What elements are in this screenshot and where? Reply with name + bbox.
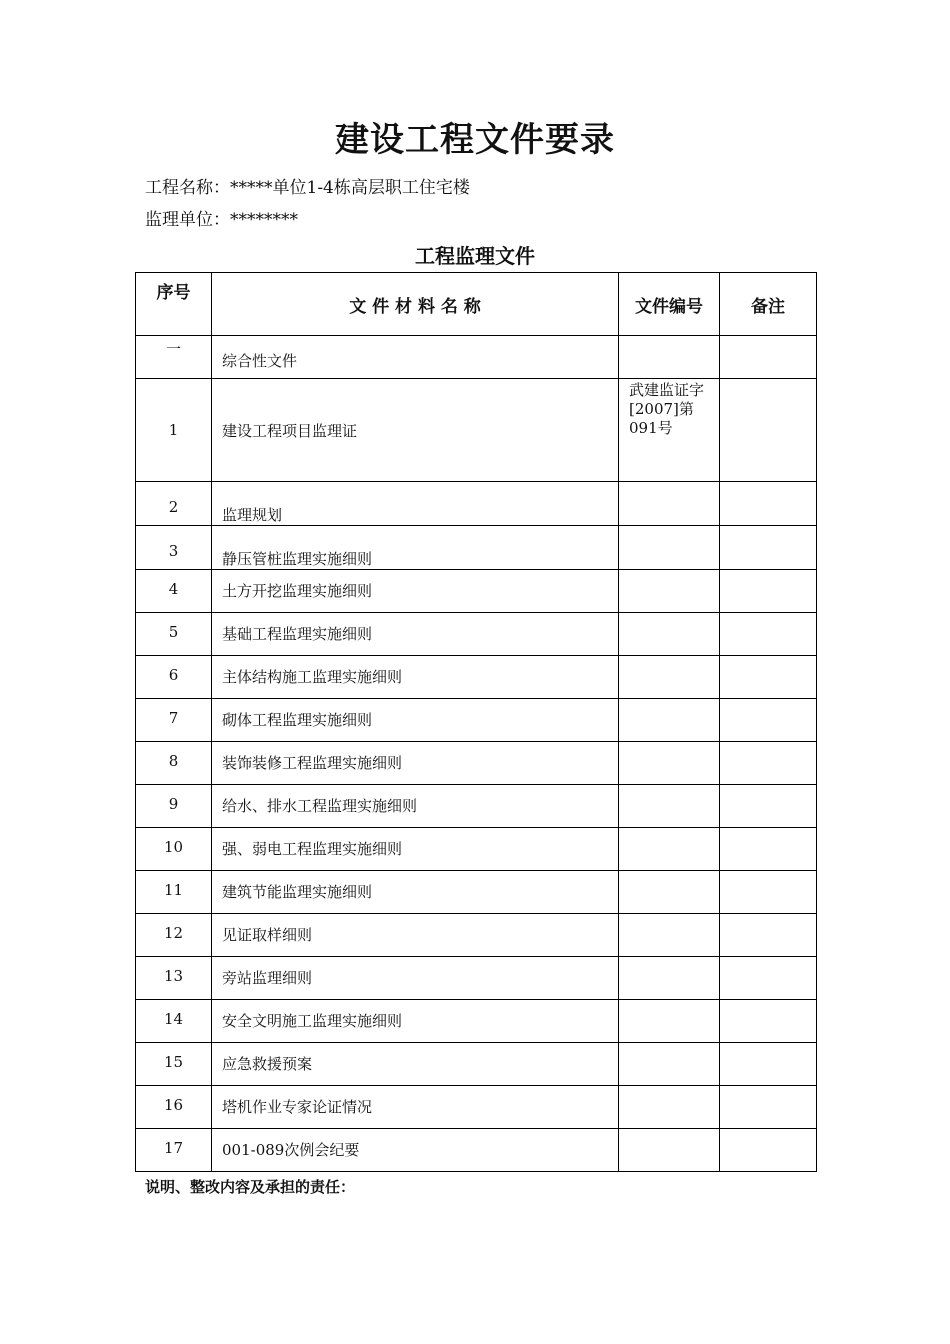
row-no: 6 [136,656,212,699]
row-name: 强、弱电工程监理实施细则 [212,828,619,871]
row-code [619,785,720,828]
header-remark: 备注 [720,273,817,336]
row-name: 旁站监理细则 [212,957,619,1000]
row-no: 11 [136,871,212,914]
row-remark [720,570,817,613]
row-name: 装饰装修工程监理实施细则 [212,742,619,785]
table-row [136,742,817,785]
table-row [136,526,817,570]
row-remark [720,482,817,526]
row-name: 塔机作业专家论证情况 [212,1086,619,1129]
row-name: 建设工程项目监理证 [212,379,619,482]
file-table [135,272,817,1172]
header-code: 文件编号 [619,273,720,336]
row-code [619,526,720,570]
row-remark [720,336,817,379]
project-name-line [145,173,470,198]
row-code [619,1086,720,1129]
table-row [136,1129,817,1172]
row-code [619,742,720,785]
row-remark [720,914,817,957]
row-name: 静压管桩监理实施细则 [212,526,619,570]
table-row [136,871,817,914]
row-no: 9 [136,785,212,828]
row-remark [720,613,817,656]
row-no: 17 [136,1129,212,1172]
row-no: 12 [136,914,212,957]
supervisor-line [145,205,298,230]
row-no: 5 [136,613,212,656]
row-name: 建筑节能监理实施细则 [212,871,619,914]
table-row [136,914,817,957]
row-remark [720,699,817,742]
row-code [619,482,720,526]
row-code [619,1129,720,1172]
row-name: 安全文明施工监理实施细则 [212,1000,619,1043]
row-remark [720,957,817,1000]
table-row [136,1000,817,1043]
row-no: 15 [136,1043,212,1086]
footer-note: 说明、整改内容及承担的责任： [145,1178,356,1196]
row-code [619,336,720,379]
table-row [136,379,817,482]
row-remark [720,526,817,570]
row-code [619,699,720,742]
row-no: 2 [136,482,212,526]
row-remark [720,742,817,785]
row-no: 13 [136,957,212,1000]
row-code [619,828,720,871]
row-no: 10 [136,828,212,871]
table-row [136,699,817,742]
row-code: 武建监证字[2007]第091号 [619,379,720,482]
header-seq: 序号 [136,273,212,336]
row-remark [720,1129,817,1172]
table-row [136,482,817,526]
project-name-value: *****单位1-4栋高层职工住宅楼 [230,178,470,198]
row-code [619,957,720,1000]
row-remark [720,871,817,914]
row-code [619,871,720,914]
table-header-row [136,273,817,336]
row-code [619,570,720,613]
row-no: 14 [136,1000,212,1043]
row-name: 监理规划 [212,482,619,526]
row-name: 综合性文件 [212,336,619,379]
table-row [136,1043,817,1086]
table-row [136,613,817,656]
row-remark [720,785,817,828]
table-row [136,656,817,699]
row-remark [720,1086,817,1129]
row-no: 7 [136,699,212,742]
row-remark [720,656,817,699]
row-name: 土方开挖监理实施细则 [212,570,619,613]
section-title: 工程监理文件 [415,244,535,268]
project-name-label: 工程名称： [145,178,230,198]
row-name: 基础工程监理实施细则 [212,613,619,656]
row-name: 应急救援预案 [212,1043,619,1086]
supervisor-label: 监理单位： [145,210,230,230]
row-no: 16 [136,1086,212,1129]
table-row [136,1086,817,1129]
row-code [619,613,720,656]
row-code [619,1000,720,1043]
table-row [136,570,817,613]
row-code [619,914,720,957]
row-name: 主体结构施工监理实施细则 [212,656,619,699]
row-code [619,1043,720,1086]
row-remark [720,1000,817,1043]
document-title: 建设工程文件要录 [335,120,615,160]
row-name: 001-089次例会纪要 [212,1129,619,1172]
table-row [136,828,817,871]
row-no: 8 [136,742,212,785]
row-name: 见证取样细则 [212,914,619,957]
row-name: 给水、排水工程监理实施细则 [212,785,619,828]
row-no: 一 [136,336,212,379]
row-remark [720,828,817,871]
row-no: 4 [136,570,212,613]
row-no: 1 [136,379,212,482]
row-remark [720,1043,817,1086]
table-row [136,336,817,379]
table-row [136,785,817,828]
supervisor-value: ******** [230,210,298,230]
header-name: 文 件 材 料 名 称 [212,273,619,336]
row-code [619,656,720,699]
row-remark [720,379,817,482]
row-no: 3 [136,526,212,570]
row-name: 砌体工程监理实施细则 [212,699,619,742]
table-row [136,957,817,1000]
